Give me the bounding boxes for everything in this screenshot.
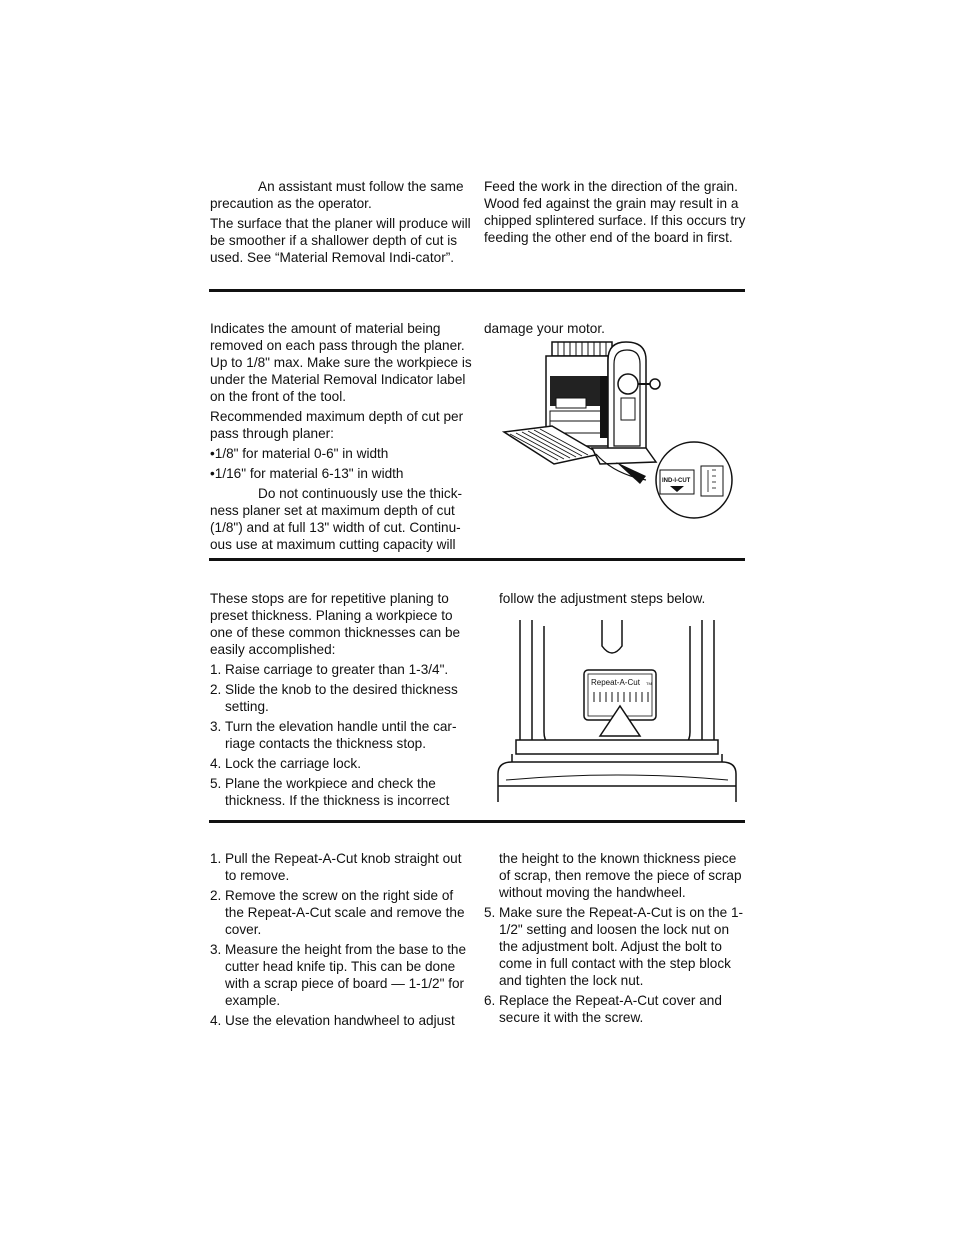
section-divider [209,289,745,292]
planer-illustration [496,336,742,520]
material-removal-text: Indicates the amount of material being removed on each pass through the planer. Up to 1/8" max. Make sure the workpiece is under the Material Removal Indicator label on the front of the tool. [210,321,472,404]
section1-right-column [484,178,746,249]
max-capacity-warning-text: Do not continuously use the thick-ness planer set at maximum depth of cut (1/8") and at full 13" width of cut. Continu-ous use at maximum cutting capacity will [210,486,463,552]
list-item: 4. Use the elevation handwheel to adjust [210,1013,455,1028]
surface-smoothness-text: The surface that the planer will produce will be smoother if a shallower depth of cut is used. See “Material Removal Indi-cator”. [210,216,471,265]
section3-right-column [499,590,761,610]
adjustment-steps-text: follow the adjustment steps below. [499,591,706,606]
step4-continuation-text: the height to the known thickness piece of scrap, then remove the piece of scrap without moving the handwheel. [499,851,742,900]
list-item: 4. Lock the carriage lock. [210,756,362,771]
recommended-depth-text: Recommended maximum depth of cut per pass through planer: [210,409,464,441]
list-item: 1. Pull the Repeat-A-Cut knob straight out to remove. [210,851,462,883]
section1-left-column [210,178,472,269]
list-item: 1. Raise carriage to greater than 1-3/4". [210,662,449,677]
section4-left-column [210,850,472,1032]
section3-left-column [210,590,472,812]
assistant-precaution-text: An assistant must follow the same precaution as the operator. [210,179,464,211]
list-item: 5. Make sure the Repeat-A-Cut is on the 1-1/2" setting and loosen the lock nut on the adjustment bolt. Adjust the bolt to come in full contact with the step block and tighten the lock nut. [484,905,744,988]
list-item: 5. Plane the workpiece and check the thickness. If the thickness is incorrect [210,776,450,808]
repeat-a-cut-illustration [492,612,742,808]
damage-motor-text: damage your motor. [484,321,605,336]
list-item: 2. Remove the screw on the right side of the Repeat-A-Cut scale and remove the cover. [210,888,465,937]
thickness-steps-list [210,661,472,809]
list-item: 3. Measure the height from the base to the cutter head knife tip. This can be done with a scrap piece of board — 1-1/2" for example. [210,942,467,1008]
adjustment-steps-list-left [210,850,472,1029]
bullet-width-0-6: •1/8" for material 0-6" in width [210,446,389,461]
trademark-label: TM [646,681,652,686]
list-item: 6. Replace the Repeat-A-Cut cover and secure it with the screw. [484,993,722,1025]
section4-right-column [484,850,746,1029]
list-item: 2. Slide the knob to the desired thickness setting. [210,682,458,714]
grain-direction-text: Feed the work in the direction of the grain. Wood fed against the grain may result in a chipped splintered surface. If this occurs try feeding the other end of the board in first. [484,179,746,245]
section-divider [209,820,745,823]
adjustment-steps-list-right [484,904,746,1026]
bullet-width-6-13: •1/16" for material 6-13" in width [210,466,404,481]
ind-i-cut-label: IND-I-CUT [662,478,691,484]
repeat-a-cut-label: Repeat-A-Cut [591,678,640,687]
repetitive-planing-text: These stops are for repetitive planing to preset thickness. Planing a workpiece to one of these common thicknesses can be easily accomplished: [210,591,461,657]
list-item: 3. Turn the elevation handle until the car-riage contacts the thickness stop. [210,719,457,751]
section-divider [209,558,745,561]
section2-left-column [210,320,472,556]
